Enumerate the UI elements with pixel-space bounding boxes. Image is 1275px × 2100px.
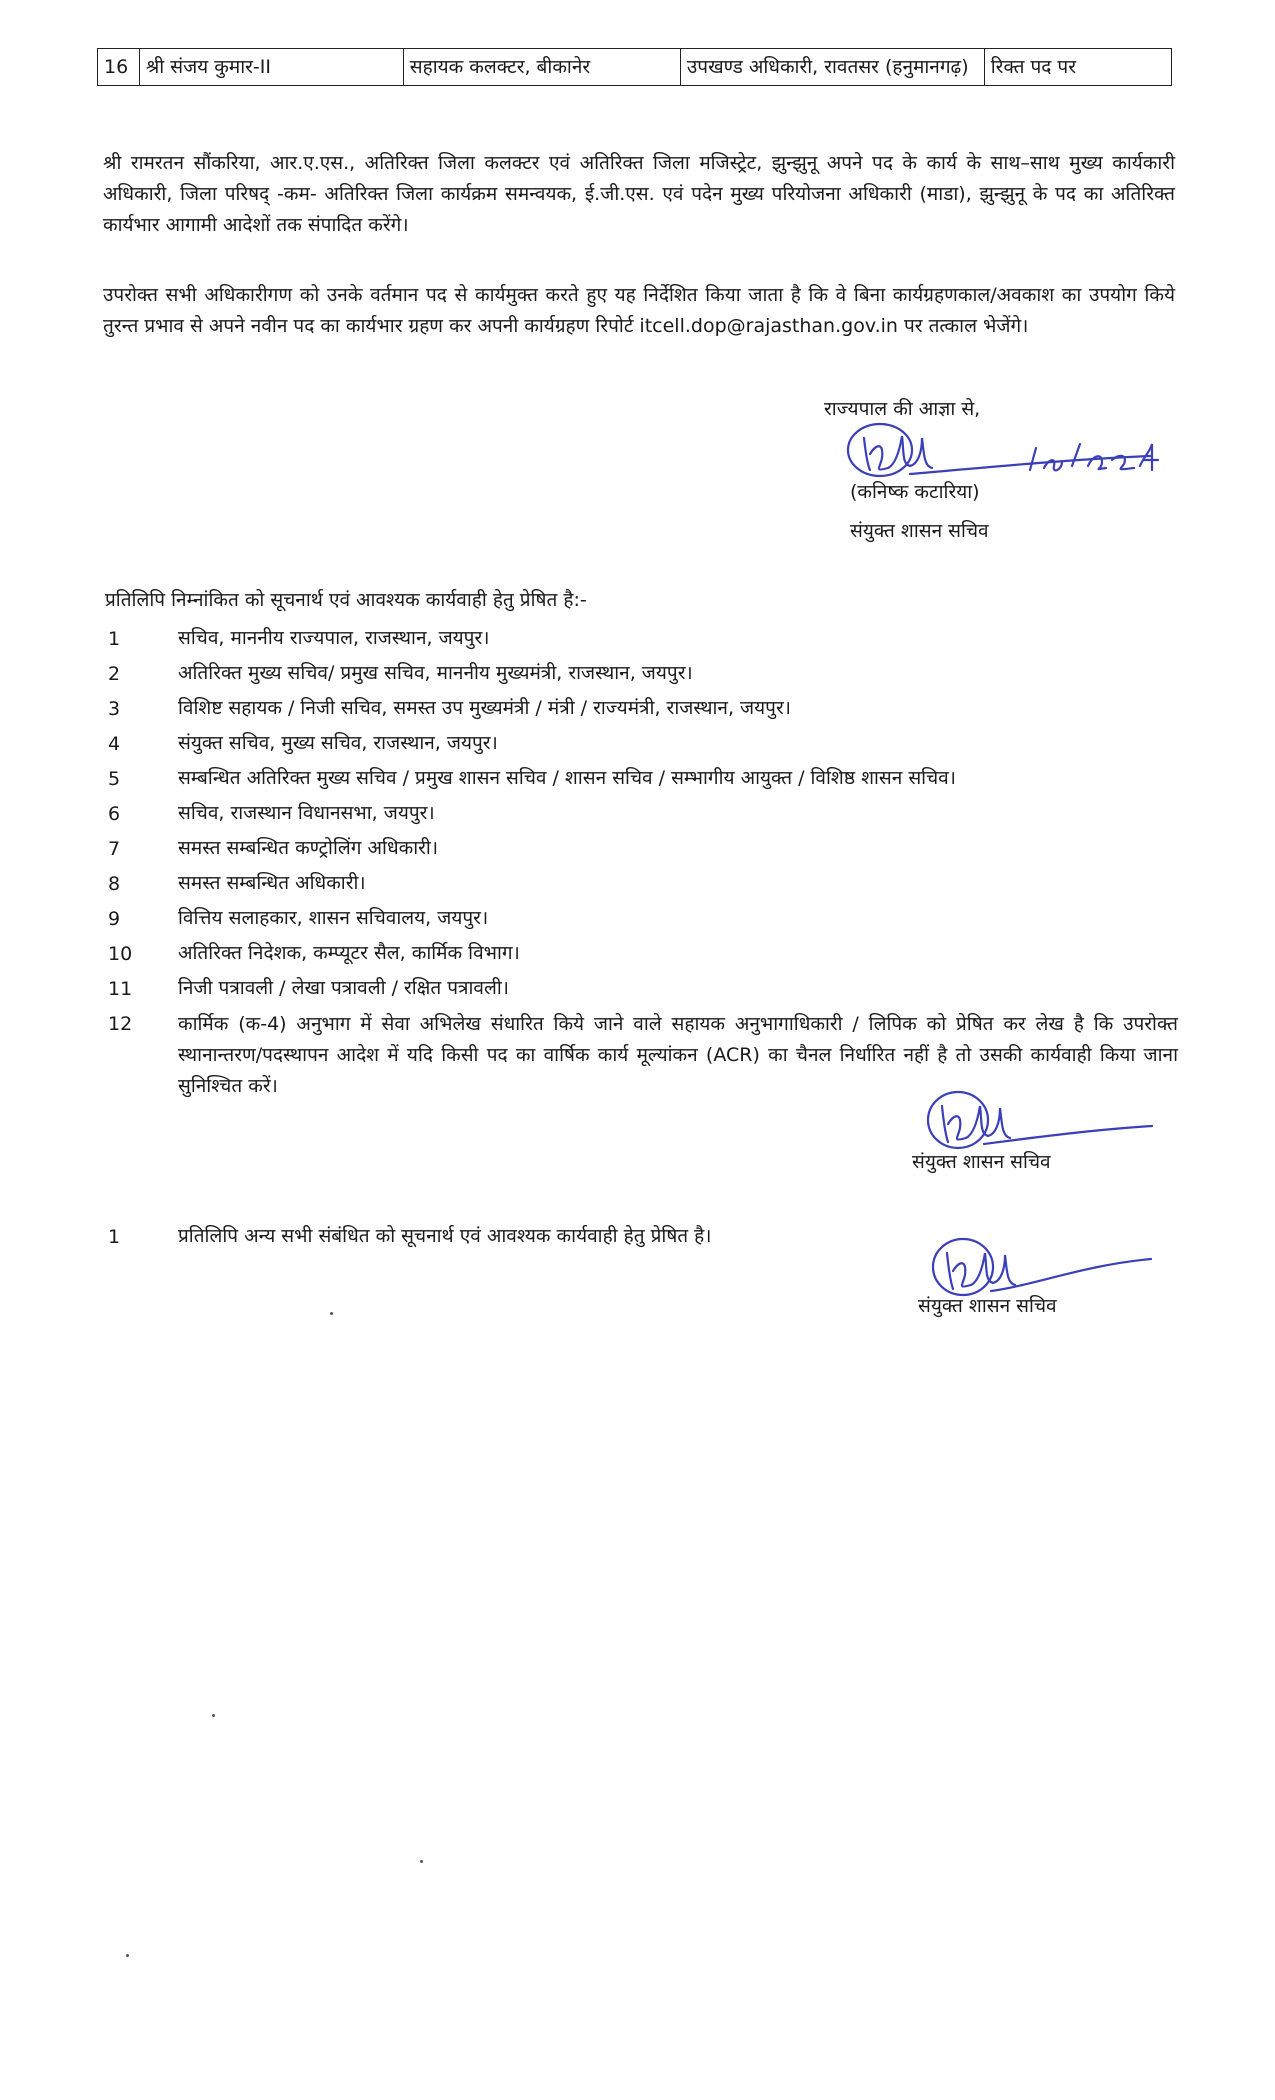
- copy-to-list: [0, 624, 1275, 1109]
- list-item-text: वित्तिय सलाहकार, शासन सचिवालय, जयपुर।: [178, 907, 489, 929]
- list-item: [0, 939, 1275, 974]
- scan-speck: [330, 1312, 333, 1315]
- scan-speck: [126, 1954, 129, 1957]
- cell-serial-number: 16: [98, 49, 140, 86]
- list-item: [0, 834, 1275, 869]
- relieving-instruction-paragraph: उपरोक्त सभी अधिकारीगण को उनके वर्तमान पद से कार्यमुक्त करते हुए यह निर्देशित किया जाता है कि वे बिना कार्यग्रहणकाल/अवकाश का उपयोग किये तुरन्त प्रभाव से अपने नवीन पद का कार्यभार ग्रहण कर अपनी कार्यग्रहण रिपोर्ट itcell.dop@rajasthan.gov.in पर तत्काल भेजेंगे।: [103, 284, 1175, 337]
- list-item-text: सम्बन्धित अतिरिक्त मुख्य सचिव / प्रमुख शासन सचिव / शासन सचिव / सम्भागीय आयुक्त / विशिष्ठ शासन सचिव।: [178, 767, 956, 789]
- list-item-text: सचिव, राजस्थान विधानसभा, जयपुर।: [178, 802, 435, 824]
- list-item-number: 4: [108, 733, 121, 755]
- list-item-text: कार्मिक (क-4) अनुभाग में सेवा अभिलेख संधारित किये जाने वाले सहायक अनुभागाधिकारी / लिपिक को प्रेषित कर लेख है कि उपरोक्त स्थानान्तरण/पदस्थापन आदेश में यदि किसी पद का वार्षिक कार्य मूल्यांकन (ACR) का चैनल निर्धारित नहीं है तो उसकी कार्यवाही किया जाना सुनिश्चित करें।: [178, 1013, 1178, 1097]
- list-item: [0, 624, 1275, 659]
- list-item-text: निजी पत्रावली / लेखा पत्रावली / रक्षित पत्रावली।: [178, 977, 509, 999]
- list-item-text: विशिष्ट सहायक / निजी सचिव, समस्त उप मुख्यमंत्री / मंत्री / राज्यमंत्री, राजस्थान, जयपुर।: [178, 697, 791, 719]
- officer-designation: संयुक्त शासन सचिव: [850, 520, 989, 542]
- cell-current-post: सहायक कलक्टर, बीकानेर: [403, 49, 680, 86]
- list-item: [0, 694, 1275, 729]
- transfer-table: [97, 48, 1172, 86]
- list-item-number: 7: [108, 838, 121, 860]
- table-row: [98, 49, 1172, 86]
- list-item-number: 8: [108, 873, 121, 895]
- cell-new-post: उपखण्ड अधिकारी, रावतसर (हनुमानगढ़): [680, 49, 984, 86]
- list-item-number: 2: [108, 663, 121, 685]
- list-item: [0, 799, 1275, 834]
- list-item-text: अतिरिक्त मुख्य सचिव/ प्रमुख सचिव, माननीय मुख्यमंत्री, राजस्थान, जयपुर।: [178, 662, 693, 684]
- list-item-text: अतिरिक्त निदेशक, कम्प्यूटर सैल, कार्मिक विभाग।: [178, 942, 520, 964]
- list-item-text: समस्त सम्बन्धित कण्ट्रोलिंग अधिकारी।: [178, 837, 439, 859]
- scan-speck: [212, 1714, 215, 1717]
- order-line: राज्यपाल की आज्ञा से,: [824, 398, 981, 420]
- list-item: [0, 764, 1275, 799]
- cell-officer-name: श्री संजय कुमार-II: [139, 49, 403, 86]
- list-item: [0, 869, 1275, 904]
- list-item: [0, 659, 1275, 694]
- scan-speck: [420, 1860, 423, 1863]
- list-item-number: 10: [108, 943, 133, 965]
- list-item-number: 9: [108, 908, 121, 930]
- additional-charge-paragraph: श्री रामरतन सौंकरिया, आर.ए.एस., अतिरिक्त जिला कलक्टर एवं अतिरिक्त जिला मजिस्ट्रेट, झुन्झुनू अपने पद के कार्य के साथ–साथ मुख्य कार्यकारी अधिकारी, जिला परिषद् -कम- अतिरिक्त जिला कार्यक्रम समन्वयक, ई.जी.एस. एवं पदेन मुख्य परियोजना अधिकारी (माडा), झुन्झुनू के पद का अतिरिक्त कार्यभार आगामी आदेशों तक संपादित करेंगे।: [103, 152, 1175, 236]
- list-item-number: 5: [108, 768, 121, 790]
- list-item-text: सचिव, माननीय राज्यपाल, राजस्थान, जयपुर।: [178, 627, 490, 649]
- list-item-number: 11: [108, 978, 133, 1000]
- list-item: [0, 904, 1275, 939]
- list-item-number: 12: [108, 1013, 133, 1035]
- list-item-number: 1: [108, 628, 121, 650]
- endorsement-text: प्रतिलिपि अन्य सभी संबंधित को सूचनार्थ एवं आवश्यक कार्यवाही हेतु प्रेषित है।: [178, 1225, 712, 1247]
- endorsement-number: 1: [108, 1226, 121, 1248]
- list-item-text: संयुक्त सचिव, मुख्य सचिव, राजस्थान, जयपुर।: [178, 732, 498, 754]
- officer-name: (कनिष्क कटारिया): [850, 481, 980, 503]
- copy-signature-designation: संयुक्त शासन सचिव: [912, 1151, 1051, 1173]
- list-item-number: 3: [108, 698, 121, 720]
- copy-to-heading: प्रतिलिपि निम्नांकित को सूचनार्थ एवं आवश्यक कार्यवाही हेतु प्रेषित है:-: [105, 589, 587, 611]
- list-item: [0, 974, 1275, 1009]
- cell-remark: रिक्त पद पर: [984, 49, 1171, 86]
- list-item-number: 6: [108, 803, 121, 825]
- list-item: [0, 729, 1275, 764]
- endorsement-signature-designation: संयुक्त शासन सचिव: [918, 1295, 1057, 1317]
- list-item-text: समस्त सम्बन्धित अधिकारी।: [178, 872, 366, 894]
